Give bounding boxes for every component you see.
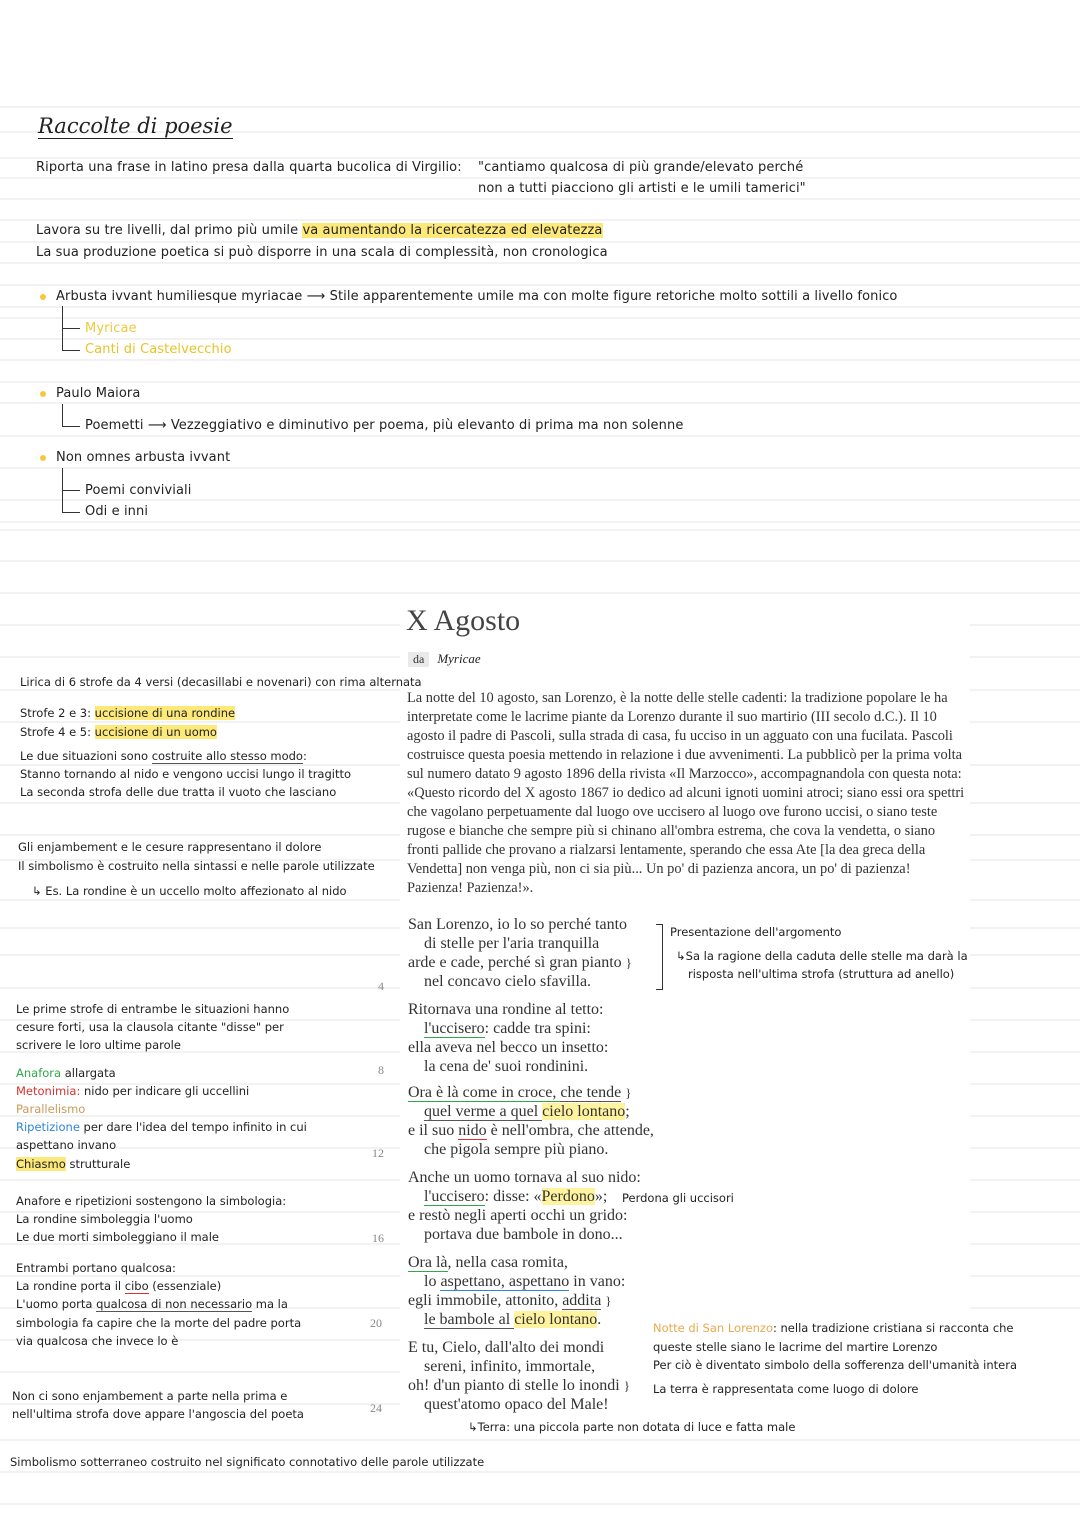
note-chiasmo: Chiasmo strutturale (16, 1157, 131, 1171)
note-seconda: La seconda strofa delle due tratta il vuoto che lasciano (20, 785, 337, 799)
tree-branch (62, 490, 80, 491)
note-prime-3: scrivere le loro ultime parole (16, 1038, 181, 1052)
verse-number: 4 (378, 979, 384, 993)
note-strofe-2-3: Strofe 2 e 3: uccisione di una rondine (20, 706, 236, 720)
verse-24: quest'atomo opaco del Male! (424, 1396, 609, 1413)
poem-title: X Agosto (406, 604, 521, 637)
return-arrow-icon: ↳ (676, 949, 686, 963)
verse-4: nel concavo cielo sfavilla. (424, 973, 592, 990)
verse-21: E tu, Cielo, dall'alto dei mondi (408, 1339, 605, 1356)
note-stanno: Stanno tornando al nido e vengono uccisi lungo il tragitto (20, 767, 352, 781)
verse-6: l'uccisero: cadde tra spini: (424, 1020, 591, 1037)
note-entrambi-4: simbologia fa capire che la morte del padre porta (16, 1316, 302, 1330)
tree-child-myricae: Myricae (85, 321, 137, 336)
verse-3: arde e cade, perché sì gran pianto } (408, 954, 632, 971)
verse-19: egli immobile, attonito, addita } (408, 1292, 612, 1309)
verse-20: le bambole al cielo lontano. (424, 1311, 602, 1328)
note-perdona: Perdona gli uccisori (622, 1191, 734, 1205)
verse-11: e il suo nido è nell'ombra, che attende, (408, 1122, 654, 1139)
stanza-bracket (656, 924, 663, 990)
note-anafore-3: Le due morti simboleggiano il male (16, 1230, 219, 1244)
note-notte: Notte di San Lorenzo: nella tradizione cristiana si racconta che (653, 1321, 1014, 1335)
note-entrambi-1: Entrambi portano qualcosa: (16, 1261, 176, 1275)
verse-8: la cena de' suoi rondinini. (424, 1058, 589, 1075)
note-parallelismo: Parallelismo (16, 1102, 86, 1116)
note-presentazione-3: risposta nell'ultima strofa (struttura ad anello) (688, 967, 955, 981)
note-lirica: Lirica di 6 strofe da 4 versi (decasillabi e novenari) con rima alternata (20, 675, 422, 689)
note-bottom: Simbolismo sotterraneo costruito nel significato connotativo delle parole utilizzate (10, 1455, 485, 1469)
verse-number: 8 (378, 1063, 384, 1077)
verse-10: quel verme a quel cielo lontano; (424, 1103, 630, 1120)
tree-child-poemi: Poemi conviviali (85, 483, 192, 498)
return-arrow-icon: ↳ (468, 1420, 478, 1434)
note-enjambement: Gli enjambement e le cesure rappresentano il dolore (18, 840, 322, 854)
verse-12: che pigola sempre più piano. (424, 1141, 609, 1158)
note-simbolismo: Il simbolismo è costruito nella sintassi e nelle parole utilizzate (18, 859, 375, 873)
levels-line: Lavora su tre livelli, dal primo più umile va aumentando la ricercatezza ed elevatezza (36, 223, 603, 238)
verse-7: ella aveva nel becco un insetto: (408, 1039, 609, 1056)
verse-14: l'uccisero: disse: «Perdono»; (424, 1188, 608, 1205)
note-due-situazioni: Le due situazioni sono costruite allo stesso modo: (20, 749, 307, 763)
bullet-icon (40, 455, 46, 461)
note-anafora: Anafora allargata (16, 1066, 116, 1080)
bullet-icon (40, 294, 46, 300)
note-strofe-4-5: Strofe 4 e 5: uccisione di un uomo (20, 725, 217, 739)
arrow-icon: ⟶ (147, 418, 167, 433)
poem-introduction: La notte del 10 agosto, san Lorenzo, è la notte delle stelle cadenti: la tradizione popolare le ha interpretate come le lacrime piante da Lorenzo durante il suo martirio (III secolo d.C.). Il 10 agosto il padre di Pascoli, sulla strada di casa, fu ucciso in un agguato con una fucilata. Pascoli costruisce questa poesia mettendo in relazione i due avvenimenti. La pubblicò per la prima volta sul numero datato 9 agosto 1896 della rivista «Il Marzocco», accompagnandola con questa nota: «Questo ricordo del X agosto 1867 io dedico ad alcuni ignoti uomini atroci; siano essi ora spettri che vagolano perpetuamente dal luogo ove uccisero al luogo ove furono uccisi, o siano teste rugose e bianche che sempre più si chinano all'ombra estrema, che cova la vendetta, o siano fronti pallide che provano a rialzarsi lentamente, sperando che essa Ate [la dea greca della Vendetta] non venga più, non ci sia più... Un po' di pazienza ancora, un po' di pazienza! Pazienza! Pazienza!». (407, 690, 965, 896)
verse-9: Ora è là come in croce, che tende } (408, 1084, 632, 1101)
note-terra: La terra è rappresentata come luogo di dolore (653, 1382, 919, 1396)
note-notte-2: queste stelle siano le lacrime del martire Lorenzo (653, 1340, 938, 1354)
tree-branch (62, 426, 80, 427)
verse-16: portava due bambole in dono... (424, 1226, 623, 1243)
verse-13: Anche un uomo tornava al suo nido: (408, 1169, 641, 1186)
verse-number: 20 (370, 1316, 382, 1330)
poem-source: da Myricae (408, 651, 481, 667)
intro-text: Riporta una frase in latino presa dalla quarta bucolica di Virgilio: (36, 160, 462, 175)
note-ripetizione-2: aspettano invano (16, 1138, 117, 1152)
note-metonimia: Metonimia: nido per indicare gli uccellini (16, 1084, 250, 1098)
note-prime-2: cesure forti, usa la clausola citante "disse" per (16, 1020, 284, 1034)
verse-number: 12 (372, 1146, 384, 1160)
note-presentazione: Presentazione dell'argomento (670, 925, 842, 939)
intro-quote-line1: "cantiamo qualcosa di più grande/elevato perché (478, 160, 804, 175)
note-notte-3: Per ciò è diventato simbolo della sofferenza dell'umanità intera (653, 1358, 1018, 1372)
verse-2: di stelle per l'aria tranquilla (424, 935, 600, 952)
verse-number: 24 (370, 1401, 382, 1415)
levels-line2: La sua produzione poetica si può disporre in una scala di complessità, non cronologica (36, 245, 608, 260)
note-entrambi-5: via qualcosa che invece lo è (16, 1334, 179, 1348)
intro-quote-line2: non a tutti piacciono gli artisti e le umili tamerici" (478, 181, 806, 196)
tree-child-poemetti: Poemetti ⟶ Vezzeggiativo e diminutivo per poema, più elevanto di prima ma non solenne (85, 418, 684, 433)
note-terra-2: ↳Terra: una piccola parte non dotata di luce e fatta male (468, 1420, 796, 1434)
note-non-ci-2: nell'ultima strofa dove appare l'angoscia del poeta (12, 1407, 304, 1421)
return-arrow-icon: ↳ (32, 884, 42, 898)
verse-number: 16 (372, 1231, 384, 1245)
note-prime-1: Le prime strofe di entrambe le situazioni hanno (16, 1002, 290, 1016)
levels-highlight: va aumentando la ricercatezza ed elevatezza (302, 223, 603, 238)
tree-child-canti: Canti di Castelvecchio (85, 342, 232, 357)
arrow-icon: ⟶ (306, 289, 326, 304)
note-entrambi-2: La rondine porta il cibo (essenziale) (16, 1279, 222, 1293)
verse-22: sereni, infinito, immortale, (424, 1358, 596, 1375)
verse-17: Ora là, nella casa romita, (408, 1254, 568, 1271)
bullet-icon (40, 391, 46, 397)
note-anafore-2: La rondine simboleggia l'uomo (16, 1212, 193, 1226)
verse-23: oh! d'un pianto di stelle lo inondi } (408, 1377, 630, 1394)
tree-group-3: Non omnes arbusta ivvant (40, 450, 230, 465)
note-anafore-1: Anafore e ripetizioni sostengono la simbologia: (16, 1194, 287, 1208)
tree-branch (62, 328, 80, 329)
note-presentazione-2: ↳Sa la ragione della caduta delle stelle ma darà la (676, 949, 968, 963)
tree-branch (62, 350, 80, 351)
tree-group-1: Arbusta ivvant humiliesque myriacae ⟶ Stile apparentemente umile ma con molte figure retoriche molto sottili a livello fonico (40, 289, 898, 304)
tree-group-2: Paulo Maiora (40, 386, 140, 401)
note-entrambi-3: L'uomo porta qualcosa di non necessario ma la (16, 1297, 288, 1311)
verse-5: Ritornava una rondine al tetto: (408, 1001, 604, 1018)
page-title: Raccolte di poesie (38, 114, 233, 138)
verse-18: lo aspettano, aspettano in vano: (424, 1273, 626, 1290)
verse-1: San Lorenzo, io lo so perché tanto (408, 916, 628, 933)
tree-line (62, 404, 63, 426)
note-non-ci-1: Non ci sono enjambement a parte nella prima e (12, 1389, 288, 1403)
note-esempio: ↳ Es. La rondine è un uccello molto affezionato al nido (32, 884, 347, 898)
verse-15: e restò negli aperti occhi un grido: (408, 1207, 628, 1224)
tree-child-odi: Odi e inni (85, 504, 149, 519)
note-ripetizione: Ripetizione per dare l'idea del tempo infinito in cui (16, 1120, 307, 1134)
tree-branch (62, 512, 80, 513)
